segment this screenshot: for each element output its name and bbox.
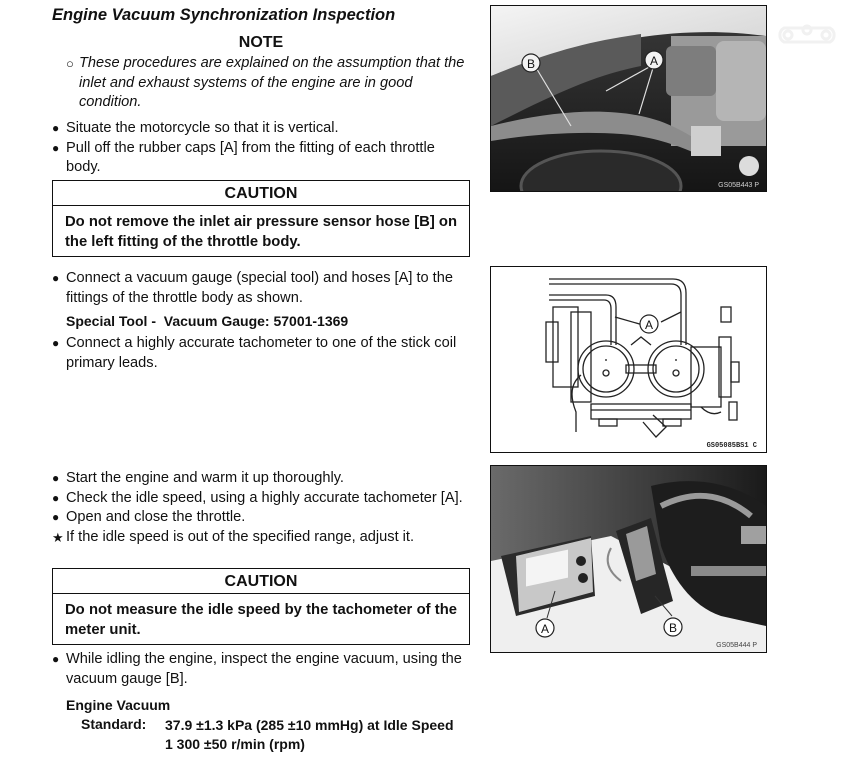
- list-item: [52, 489, 472, 509]
- callout-b: [664, 618, 682, 636]
- bullet-icon: ●: [52, 471, 60, 485]
- caution-heading: CAUTION: [53, 569, 469, 594]
- step-text: While idling the engine, inspect the engine vacuum, using the vacuum gauge [B].: [66, 651, 462, 687]
- figure-code: GS05B443 P: [718, 182, 759, 189]
- circle-bullet-icon: ○: [66, 56, 74, 71]
- step-text: Open and close the throttle.: [66, 509, 246, 525]
- step-text: Check the idle speed, using a highly accurate tachometer [A].: [66, 489, 463, 506]
- figure-code: GS05085BS1 C: [706, 442, 757, 450]
- special-tool-label: Special Tool -: [66, 313, 156, 329]
- spec-heading: Engine Vacuum: [66, 697, 171, 713]
- section-title: Engine Vacuum Synchronization Inspection: [52, 6, 396, 24]
- svg-text:B: B: [526, 57, 536, 71]
- step-text: Pull off the rubber caps [A] from the fitting of each throttle body.: [66, 139, 435, 175]
- bullet-icon: ●: [52, 121, 60, 135]
- special-tool-value: Vacuum Gauge: 57001-1369: [163, 313, 349, 329]
- svg-text:B: B: [668, 621, 678, 635]
- step-text: Situate the motorcycle so that it is vertical.: [66, 120, 339, 136]
- caution-text: Do not remove the inlet air pressure sensor hose [B] on the left fitting of the throttle body.: [65, 214, 457, 250]
- list-item: [52, 650, 472, 689]
- callout-b: [522, 54, 540, 72]
- steps-list-5: [52, 650, 472, 689]
- step-text: Connect a vacuum gauge (special tool) and hoses [A] to the fittings of the throttle body as shown.: [66, 270, 453, 306]
- caution-text: Do not measure the idle speed by the tachometer of the meter unit.: [65, 602, 457, 638]
- figure-throttle-body-drawing: [490, 266, 767, 453]
- figure-tachometer-vacuum-gauge-photo: [490, 465, 767, 653]
- caution-heading: CAUTION: [53, 181, 469, 206]
- figure-code: GS05B444 P: [716, 642, 757, 649]
- star-icon: ★: [52, 529, 64, 545]
- steps-list-2: [52, 269, 472, 308]
- note-heading: NOTE: [238, 34, 284, 51]
- bullet-icon: ●: [52, 140, 60, 155]
- caution-box: [52, 568, 470, 645]
- steps-list-1: [52, 119, 472, 178]
- svg-text:A: A: [644, 318, 654, 332]
- special-tool: [66, 313, 348, 329]
- callout-a: [640, 315, 658, 333]
- step-text: Start the engine and warm it up thoroughly.: [66, 470, 344, 486]
- bullet-icon: ●: [52, 336, 60, 350]
- bullet-icon: ●: [52, 510, 60, 524]
- spec-value-line-1: 37.9 ±1.3 kPa (285 ±10 mmHg) at Idle Speed: [165, 717, 454, 733]
- step-text: Connect a highly accurate tachometer to one of the stick coil primary leads.: [66, 335, 457, 371]
- spec-label: Standard:: [81, 716, 147, 732]
- svg-text:A: A: [649, 54, 659, 68]
- note-text: These procedures are explained on the assumption that the inlet and exhaust systems of the engine are in good condition.: [79, 55, 465, 110]
- list-item: [52, 508, 472, 528]
- caution-box: [52, 180, 470, 257]
- list-item: [52, 269, 472, 308]
- chain-link-watermark-icon: [776, 20, 838, 50]
- bullet-icon: ●: [52, 490, 60, 505]
- steps-list-4: [52, 469, 472, 547]
- steps-list-3: [52, 334, 472, 373]
- list-item: [52, 528, 472, 548]
- list-item: [52, 334, 472, 373]
- note-body: [66, 54, 476, 113]
- list-item: [52, 139, 472, 178]
- callout-a: [645, 51, 663, 69]
- step-text: If the idle speed is out of the specified range, adjust it.: [66, 528, 415, 545]
- list-item: [52, 469, 472, 489]
- figure-rubber-caps-photo: [490, 5, 767, 192]
- list-item: [52, 119, 472, 139]
- spec-value: [165, 716, 454, 753]
- bullet-icon: ●: [52, 652, 60, 666]
- svg-text:A: A: [540, 622, 550, 636]
- callout-a: [536, 619, 554, 637]
- spec-value-line-2: 1 300 ±50 r/min (rpm): [165, 735, 305, 752]
- bullet-icon: ●: [52, 271, 60, 285]
